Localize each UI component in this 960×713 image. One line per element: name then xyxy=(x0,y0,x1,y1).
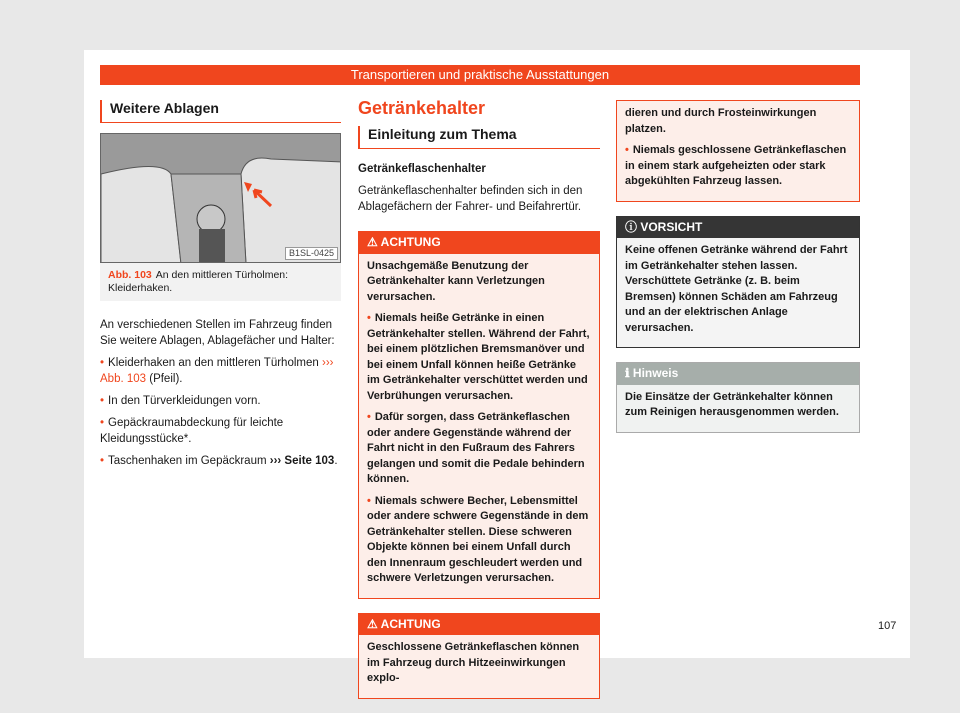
page-title: Getränkehalter xyxy=(358,98,486,118)
caution-box: ⓘ VORSICHT Keine offenen Getränke während der Fahrt im Getränkehalter stehen lassen. Verschüttete Getränke (z. B. beim Bremsen) können Schäden am Fahrzeug und an der elektrischen Anlage verursachen. xyxy=(616,216,860,349)
warning-box: ⚠ ACHTUNG Unsachgemäße Benutzung der Getränkehalter kann Verletzungen verursachen. • Niemals heiße Getränke in einen Getränkehalter stellen. Während der Fahrt, bei einem plötzlichen Bremsmanöver und bei einem Unfall können heiße Getränke im Getränkehalter verschüttet werden und Verbrühungen verursachen. • Dafür sorgen, dass Getränkeflaschen oder andere Gegenstände während der Fahrt nicht in den Fußraum des Fahrers gelangen und somit die Pedale behindern können. • Niemals schwere Becher, Lebensmittel oder andere schwere Gegenstände in dem Getränkehalter stellen. Diese schweren Objekte können bei einem Unfall durch den Innenraum geschleudert werden und schwere Verletzungen verursachen. xyxy=(358,231,600,599)
page-number: 107 xyxy=(878,620,897,632)
caption-label: Abb. 103 xyxy=(108,269,152,281)
intro-text: Getränkeflaschenhalter befinden sich in den Ablagefächern der Fahrer- und Beifahrertür. xyxy=(358,185,583,213)
figure-coat-hook xyxy=(100,133,341,263)
list-item: • Gepäckraumabdeckung für leichte Kleidungsstücke*. xyxy=(100,417,284,445)
warning-icon: ⚠ xyxy=(367,235,381,249)
coat-hook-illustration xyxy=(101,134,341,263)
list-item: • Dafür sorgen, dass Getränkeflaschen oder andere Gegenstände während der Fahrt nicht in den Fußraum des Fahrers gelangen und somit die Pedale behindern können. xyxy=(367,411,585,485)
caution-text: Keine offenen Getränke während der Fahrt im Getränkehalter stehen lassen. Verschüttete Getränke (z. B. beim Bremsen) können Schäden am Fahrzeug und an der elektrischen Anlage verursachen. xyxy=(625,244,848,334)
warning-box-continued xyxy=(616,100,860,202)
right-column xyxy=(616,100,860,447)
chapter-header: Transportieren und praktische Ausstattungen xyxy=(100,65,860,85)
list-item: • Taschenhaken im Gepäckraum ››› Seite 103. xyxy=(100,455,338,467)
warning-box: ⚠ ACHTUNG Geschlossene Getränkeflaschen können im Fahrzeug durch Hitzeeinwirkungen explo- xyxy=(358,613,600,699)
list-item: • Niemals heiße Getränke in einen Getränkehalter stellen. Während der Fahrt, bei einem plötzlichen Bremsmanöver und bei einem Unfall können heiße Getränke im Getränkehalter verschüttet werden und Verbrühungen verursachen. xyxy=(367,312,590,402)
subheading: Getränkeflaschenhalter xyxy=(358,163,486,175)
section-title: Weitere Ablagen xyxy=(100,100,341,123)
warning-text: Geschlossene Getränkeflaschen können im Fahrzeug durch Hitzeeinwirkungen explo- xyxy=(367,641,580,684)
note-text: Die Einsätze der Getränkehalter können zum Reinigen herausgenommen werden. xyxy=(625,390,839,418)
info-icon: ℹ xyxy=(625,366,633,380)
section-subtitle: Einleitung zum Thema xyxy=(358,126,600,149)
intro-text: An verschiedenen Stellen im Fahrzeug finden Sie weitere Ablagen, Ablagefächer und Halter: xyxy=(100,319,335,347)
caption-text: An den mittleren Türholmen: Kleiderhaken. xyxy=(108,269,289,294)
warning-lead: Unsachgemäße Benutzung der Getränkehalter kann Verletzungen verursachen. xyxy=(367,259,545,303)
figure-caption xyxy=(100,263,341,301)
note-box: ℹ Hinweis Die Einsätze der Getränkehalter können zum Reinigen herausgenommen werden. xyxy=(616,362,860,433)
list-item: • In den Türverkleidungen vorn. xyxy=(100,395,261,407)
caution-icon: ⓘ xyxy=(625,219,641,234)
figure-code: B1SL-0425 xyxy=(285,247,338,260)
list-item: • Niemals geschlossene Getränkeflaschen in einem stark aufgeheizten oder stark abgekühlten Fahrzeug lassen. xyxy=(625,144,847,187)
list-item: • Kleiderhaken an den mittleren Türholmen ››› Abb. 103 (Pfeil). xyxy=(100,357,334,385)
list-item: • Niemals schwere Becher, Lebensmittel oder andere schwere Gegenstände in dem Getränkehalter stellen. Diese schweren Objekte können bei einem Unfall durch den Innenraum geschleudert werden und schwere Verletzungen verursachen. xyxy=(367,494,589,584)
left-column xyxy=(100,100,341,475)
page-link[interactable]: ››› Seite 103 xyxy=(269,455,335,467)
figure-link[interactable]: ››› Abb. 103 xyxy=(100,357,334,385)
warning-icon: ⚠ xyxy=(367,616,381,631)
middle-column xyxy=(358,100,600,713)
warning-text: dieren und durch Frosteinwirkungen platzen. xyxy=(625,107,817,135)
